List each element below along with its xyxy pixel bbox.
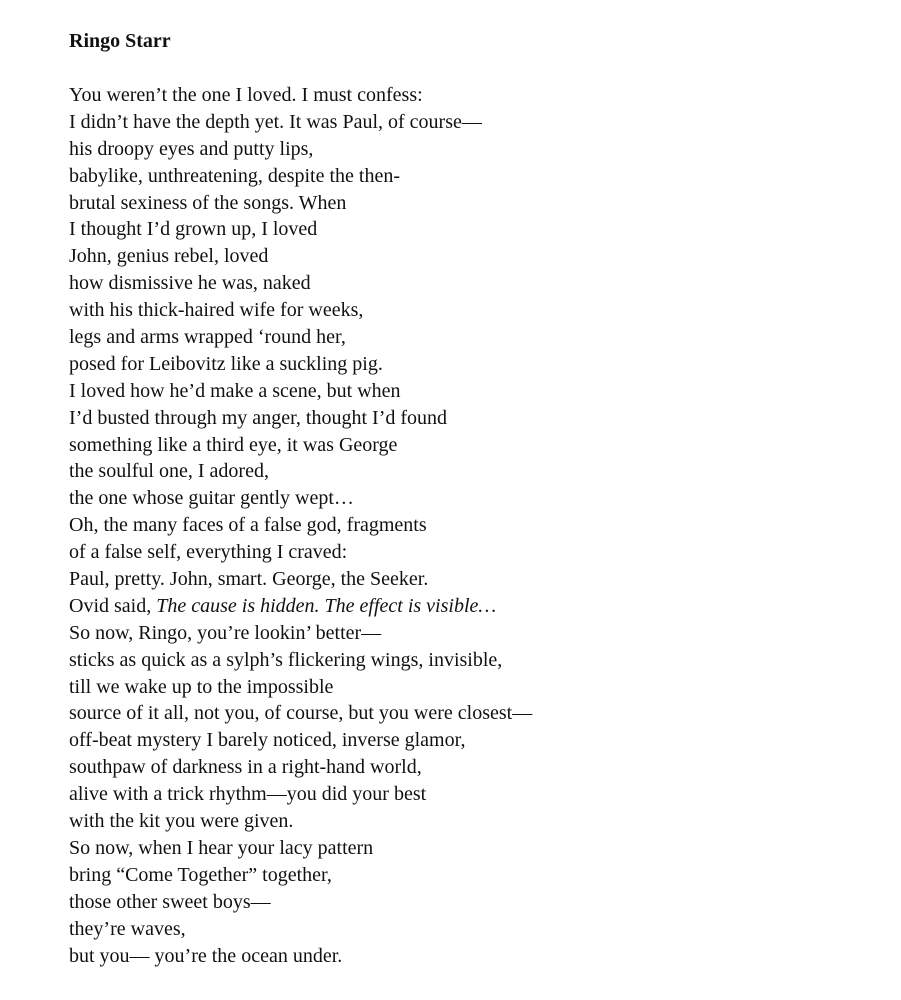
poem-line: You weren’t the one I loved. I must confess:: [69, 84, 423, 106]
poem-line: how dismissive he was, naked: [69, 272, 311, 295]
poem-page: [69, 28, 869, 969]
poem-line: of a false self, everything I craved:: [69, 541, 348, 564]
poem-line: I didn’t have the depth yet. It was Paul, of course—: [69, 110, 482, 133]
poem-line: brutal sexiness of the songs. When: [69, 191, 347, 214]
poem-line: babylike, unthreatening, despite the then-: [69, 164, 401, 187]
poem-line: but you— you’re the ocean under.: [69, 944, 343, 967]
poem-line: alive with a trick rhythm—you did your best: [69, 783, 427, 806]
poem-line: posed for Leibovitz like a suckling pig.: [69, 352, 383, 375]
poem-line: something like a third eye, it was George: [69, 433, 398, 456]
poem-line: sticks as quick as a sylph’s flickering wings, invisible,: [69, 648, 503, 671]
poem-line: I loved how he’d make a scene, but when: [69, 379, 401, 402]
ovid-intro: Ovid said,: [69, 594, 157, 617]
poem-line: the one whose guitar gently wept…: [69, 487, 354, 510]
poem-line: Oh, the many faces of a false god, fragments: [69, 514, 427, 537]
poem-line: source of it all, not you, of course, but you were closest—: [69, 702, 533, 725]
poem-line: I thought I’d grown up, I loved: [69, 218, 318, 241]
poem-line: with his thick-haired wife for weeks,: [69, 299, 364, 322]
poem-line: Paul, pretty. John, smart. George, the Seeker.: [69, 568, 429, 591]
poem-line: his droopy eyes and putty lips,: [69, 137, 314, 160]
poem-line: those other sweet boys—: [69, 890, 271, 913]
poem-line: I’d busted through my anger, thought I’d found: [69, 406, 448, 429]
poem-line: the soulful one, I adored,: [69, 460, 269, 483]
poem-title: Ringo Starr: [69, 30, 171, 52]
poem-line: bring “Come Together” together,: [69, 863, 332, 886]
poem-line-ovid: [69, 593, 869, 620]
poem-line: off-beat mystery I barely noticed, inverse glamor,: [69, 729, 466, 752]
poem-line: So now, when I hear your lacy pattern: [69, 836, 374, 859]
poem-line: with the kit you were given.: [69, 810, 294, 833]
poem-line: So now, Ringo, you’re lookin’ better—: [69, 621, 382, 644]
poem-line: legs and arms wrapped ‘round her,: [69, 326, 346, 349]
poem-line: till we wake up to the impossible: [69, 675, 334, 698]
poem-line: they’re waves,: [69, 917, 186, 940]
poem-line: John, genius rebel, loved: [69, 245, 269, 268]
poem-body: [69, 82, 869, 969]
ovid-quote: The cause is hidden. The effect is visible…: [156, 594, 497, 617]
poem-line: southpaw of darkness in a right-hand world,: [69, 756, 422, 779]
